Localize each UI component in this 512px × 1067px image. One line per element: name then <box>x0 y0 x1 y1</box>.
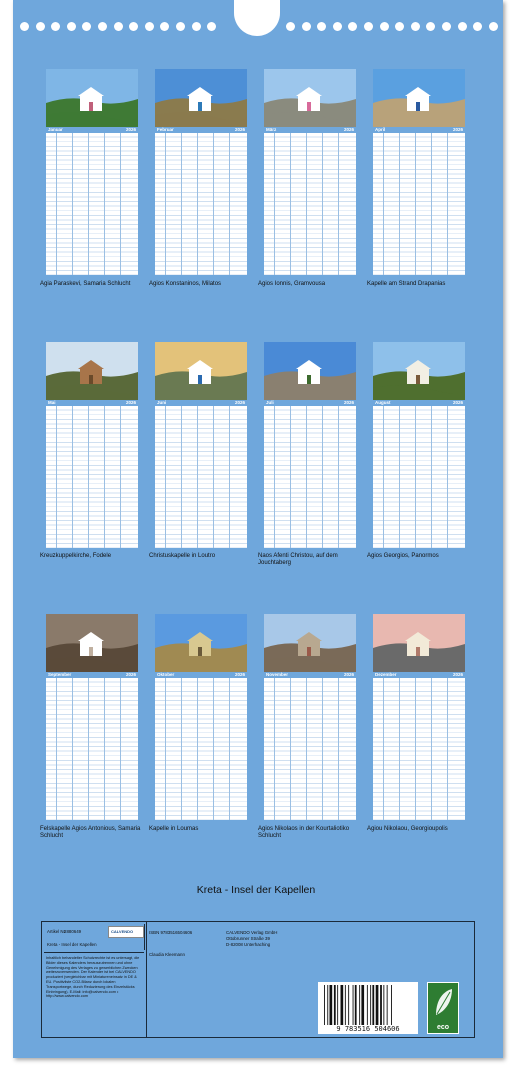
publisher-name: CALVENDO Verlag GmbH <box>226 930 278 935</box>
column-line <box>306 406 307 548</box>
month-name: Februar <box>157 127 174 132</box>
binding-hole <box>317 22 326 31</box>
month-photo <box>264 342 356 400</box>
barcode-bar <box>359 985 360 1025</box>
column-line <box>72 406 73 548</box>
month-name: April <box>375 127 386 132</box>
photo-frame <box>155 69 247 127</box>
article-number: 2880649 <box>64 929 82 934</box>
month-grid <box>373 400 465 548</box>
column-line <box>447 133 448 275</box>
month-grid <box>373 127 465 275</box>
month-photo <box>46 614 138 672</box>
month-name: März <box>266 127 277 132</box>
column-line <box>274 678 275 820</box>
month-block <box>264 614 356 824</box>
column-line <box>213 406 214 548</box>
member-columns <box>46 133 138 275</box>
column-line <box>431 678 432 820</box>
barcode-bar <box>324 985 325 1025</box>
photo-caption: Kreuzkuppelkirche, Fodele <box>40 553 112 559</box>
column-line <box>383 678 384 820</box>
article-section <box>44 924 145 950</box>
binding-hole <box>348 22 357 31</box>
binding-hole <box>411 22 420 31</box>
column-line <box>229 133 230 275</box>
column-line <box>290 406 291 548</box>
calendar-title: Kreta - Insel der Kapellen <box>196 884 316 896</box>
column-line <box>306 133 307 275</box>
calvendo-logo: CALVENDO <box>108 926 144 938</box>
member-columns <box>155 406 247 548</box>
column-line <box>399 133 400 275</box>
photo-frame <box>264 614 356 672</box>
binding-hole <box>426 22 435 31</box>
column-line <box>181 678 182 820</box>
column-line <box>338 406 339 548</box>
photo-frame <box>373 69 465 127</box>
product-line: Kreta - Insel der Kapellen <box>47 942 97 947</box>
month-photo <box>46 342 138 400</box>
member-columns <box>46 678 138 820</box>
column-line <box>165 406 166 548</box>
column-line <box>306 678 307 820</box>
binding-hole <box>114 22 123 31</box>
month-year: 2026 <box>452 127 463 132</box>
binding-hole <box>20 22 29 31</box>
photo-frame <box>46 342 138 400</box>
column-line <box>120 406 121 548</box>
column-line <box>274 133 275 275</box>
month-year: 2026 <box>125 400 136 405</box>
column-line <box>165 133 166 275</box>
column-line <box>383 133 384 275</box>
publisher-city: D-82008 Unterhaching <box>226 942 271 947</box>
month-year: 2026 <box>343 400 354 405</box>
binding-hole <box>364 22 373 31</box>
barcode-bar <box>341 985 344 1025</box>
month-grid <box>373 672 465 820</box>
month-block <box>46 342 138 552</box>
month-grid <box>264 400 356 548</box>
member-columns <box>373 406 465 548</box>
month-block <box>373 69 465 279</box>
month-year: 2026 <box>343 127 354 132</box>
column-line <box>431 406 432 548</box>
month-grid <box>155 672 247 820</box>
month-name: Mai <box>48 400 56 405</box>
column-line <box>290 133 291 275</box>
column-line <box>165 678 166 820</box>
month-year: 2026 <box>452 672 463 677</box>
column-line <box>338 133 339 275</box>
binding-holes <box>0 22 512 34</box>
month-year: 2026 <box>452 400 463 405</box>
binding-hole <box>129 22 138 31</box>
month-name: Dezember <box>375 672 397 677</box>
column-line <box>56 678 57 820</box>
month-block <box>264 342 356 552</box>
column-line <box>229 678 230 820</box>
barcode <box>318 982 418 1034</box>
column-line <box>104 678 105 820</box>
column-line <box>88 406 89 548</box>
month-block <box>46 614 138 824</box>
column-line <box>274 406 275 548</box>
month-name: September <box>48 672 72 677</box>
column-line <box>197 678 198 820</box>
member-columns <box>373 678 465 820</box>
column-line <box>213 133 214 275</box>
barcode-bar <box>372 985 374 1025</box>
photo-frame <box>46 614 138 672</box>
column-line <box>181 133 182 275</box>
month-grid <box>155 127 247 275</box>
month-year: 2026 <box>234 400 245 405</box>
photo-caption: Agios Konstaninos, Milatos <box>149 281 222 287</box>
month-photo <box>264 69 356 127</box>
month-photo <box>264 614 356 672</box>
eco-text: eco <box>436 1024 450 1031</box>
barcode-bar <box>376 985 379 1025</box>
column-line <box>399 406 400 548</box>
column-line <box>72 678 73 820</box>
column-line <box>104 133 105 275</box>
member-columns <box>264 133 356 275</box>
column-line <box>447 678 448 820</box>
column-line <box>415 406 416 548</box>
binding-hole <box>51 22 60 31</box>
member-columns <box>264 406 356 548</box>
photo-caption: Christuskapelle in Loutro <box>149 553 216 559</box>
binding-hole <box>286 22 295 31</box>
month-name: Januar <box>48 127 63 132</box>
legal-notice: Inhaltlich behandelter Schutzrechte ist es untersagt, die Bilder dieses Kalenders herauszutrennen und ohne Genehmigung des Verlages zu gewerblichen Zwecken weiterzuverwenden. Der Kalender ist bei CALVENDO produziert (vergleichbar mit Miniatureneinsatz in DE & EU. Positivliste CO2-Bilanz durch lokalen Transportwege, durch Reduzierung des Einzelstücks Einbringung). E-Mail: info@calvendo.com • http://www.calvendo.com <box>46 956 140 999</box>
month-year: 2026 <box>234 672 245 677</box>
barcode-number: 9 783516 504606 <box>336 1025 400 1033</box>
photo-caption: Kapelle am Strand Drapanias <box>367 281 446 287</box>
photo-caption: Naos Afenti Christou, auf dem Jouchtaberg <box>258 553 338 566</box>
month-year: 2026 <box>343 672 354 677</box>
column-line <box>431 133 432 275</box>
binding-hole <box>473 22 482 31</box>
photo-caption: Agios Ionnis, Gramvousa <box>258 281 326 287</box>
barcode-bar <box>361 985 364 1025</box>
photo-frame <box>46 69 138 127</box>
month-grid <box>46 400 138 548</box>
photo-caption: Agia Paraskevi, Samaria Schlucht <box>40 281 131 287</box>
month-year: 2026 <box>125 672 136 677</box>
barcode-bar <box>334 985 336 1025</box>
barcode-bar <box>370 985 371 1025</box>
binding-hole <box>442 22 451 31</box>
month-name: Juni <box>157 400 167 405</box>
photo-caption: Agios Georgios, Panormos <box>367 553 439 559</box>
column-line <box>322 406 323 548</box>
member-columns <box>155 678 247 820</box>
column-line <box>197 406 198 548</box>
month-year: 2026 <box>234 127 245 132</box>
barcode-bar <box>391 985 392 1025</box>
barcode-bar <box>348 985 349 1025</box>
month-block <box>46 69 138 279</box>
month-photo <box>46 69 138 127</box>
binding-hole <box>192 22 201 31</box>
binding-hole <box>145 22 154 31</box>
binding-hole <box>395 22 404 31</box>
binding-hole <box>67 22 76 31</box>
barcode-bar <box>330 985 333 1025</box>
barcode-bar <box>345 985 346 1025</box>
binding-hole <box>160 22 169 31</box>
binding-hole <box>333 22 342 31</box>
barcode-bar <box>383 985 384 1025</box>
barcode-bar <box>367 985 368 1025</box>
binding-hole <box>380 22 389 31</box>
member-columns <box>264 678 356 820</box>
column-line <box>88 678 89 820</box>
barcode-bar <box>387 985 388 1025</box>
photo-caption: Agiou Nikolaou, Georgioupolis <box>367 826 448 832</box>
member-columns <box>46 406 138 548</box>
barcode-bar <box>337 985 338 1025</box>
column-line <box>338 678 339 820</box>
month-photo <box>373 614 465 672</box>
binding-hole <box>36 22 45 31</box>
author: Claudia Kleemann <box>149 952 185 957</box>
column-line <box>290 678 291 820</box>
column-line <box>229 406 230 548</box>
member-columns <box>155 133 247 275</box>
month-name: August <box>375 400 391 405</box>
column-line <box>181 406 182 548</box>
leaf-icon <box>428 983 458 1021</box>
photo-frame <box>264 69 356 127</box>
binding-hole <box>207 22 216 31</box>
column-line <box>322 133 323 275</box>
column-line <box>447 406 448 548</box>
photo-frame <box>155 614 247 672</box>
barcode-bar <box>353 985 354 1025</box>
month-block <box>155 342 247 552</box>
month-block <box>373 614 465 824</box>
month-grid <box>155 400 247 548</box>
barcode-bar <box>327 985 328 1025</box>
month-photo <box>155 614 247 672</box>
photo-caption: Felskapelle Agios Antonious, Samaria Schlucht <box>40 826 141 839</box>
barcode-bar <box>355 985 357 1025</box>
column-line <box>104 406 105 548</box>
column-line <box>383 406 384 548</box>
month-grid <box>46 672 138 820</box>
month-block <box>155 69 247 279</box>
month-year: 2026 <box>125 127 136 132</box>
column-line <box>120 133 121 275</box>
column-line <box>56 406 57 548</box>
divider <box>146 922 147 1037</box>
binding-hole <box>489 22 498 31</box>
photo-frame <box>373 342 465 400</box>
month-photo <box>155 69 247 127</box>
month-grid <box>264 672 356 820</box>
column-line <box>322 678 323 820</box>
month-name: Oktober <box>157 672 175 677</box>
binding-hole <box>98 22 107 31</box>
article-label: Artikel Nr. <box>47 929 67 934</box>
month-photo <box>373 69 465 127</box>
month-name: November <box>266 672 289 677</box>
month-photo <box>373 342 465 400</box>
column-line <box>56 133 57 275</box>
binding-hole <box>302 22 311 31</box>
column-line <box>72 133 73 275</box>
month-grid <box>46 127 138 275</box>
photo-frame <box>155 342 247 400</box>
column-line <box>415 678 416 820</box>
binding-hole <box>176 22 185 31</box>
member-columns <box>373 133 465 275</box>
column-line <box>120 678 121 820</box>
photo-frame <box>373 614 465 672</box>
binding-hole <box>458 22 467 31</box>
month-block <box>264 69 356 279</box>
barcode-bar <box>380 985 382 1025</box>
eco-label <box>427 982 459 1034</box>
month-grid <box>264 127 356 275</box>
month-block <box>373 342 465 552</box>
column-line <box>88 133 89 275</box>
binding-hole <box>82 22 91 31</box>
month-block <box>155 614 247 824</box>
photo-frame <box>264 342 356 400</box>
column-line <box>197 133 198 275</box>
column-line <box>213 678 214 820</box>
month-name: Juli <box>266 400 274 405</box>
photo-caption: Kapelle in Loumas <box>149 826 199 832</box>
column-line <box>399 678 400 820</box>
month-photo <box>155 342 247 400</box>
isbn: ISBN 9783516504606 <box>149 930 193 935</box>
column-line <box>415 133 416 275</box>
divider <box>44 952 144 953</box>
publisher-street: Ottobrunner Straße 39 <box>226 936 270 941</box>
photo-caption: Agios Nikolaos in der Kourtaliotiko Schlucht <box>258 826 350 839</box>
